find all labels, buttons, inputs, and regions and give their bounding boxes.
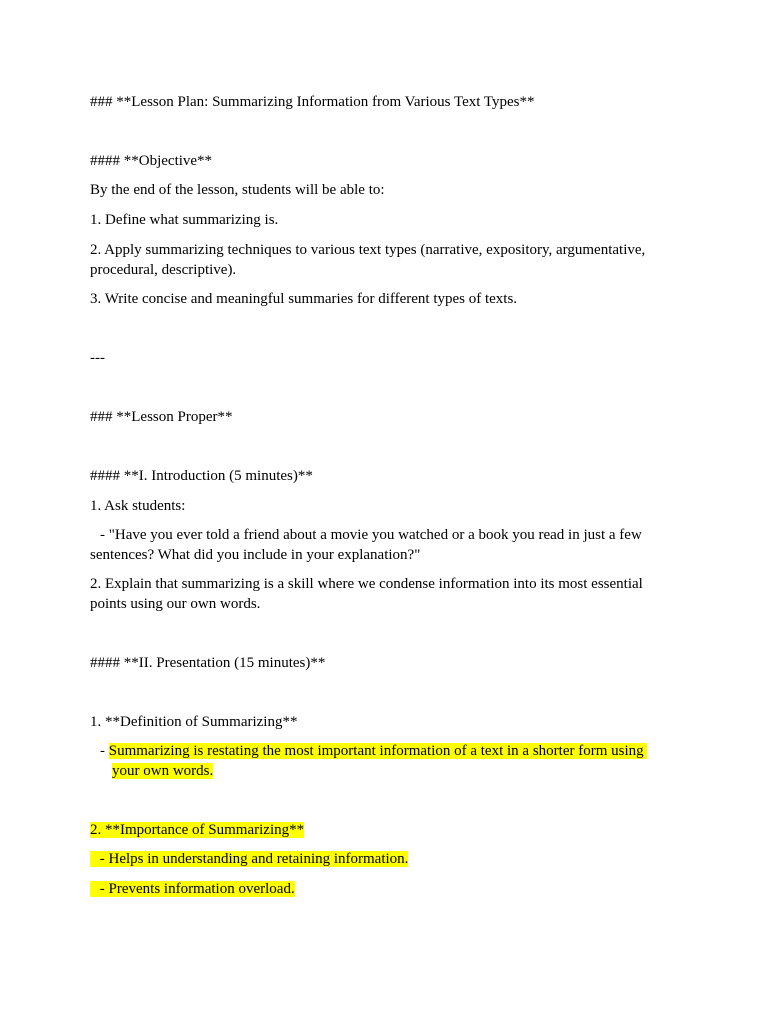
definition-text-highlighted: Summarizing is restating the most important information of a text in a shorter form using your own words. <box>108 743 648 779</box>
objective-item-2: 2. Apply summarizing techniques to various text types (narrative, expository, argumentative, procedural, descriptive). <box>90 242 650 278</box>
objective-heading: #### **Objective** <box>90 153 213 169</box>
importance-item-2-paragraph <box>90 880 665 900</box>
importance-paragraph <box>90 821 665 841</box>
objective-item-3: 3. Write concise and meaningful summaries for different types of texts. <box>90 291 518 307</box>
definition-dash: - <box>100 743 109 759</box>
lesson-title: ### **Lesson Plan: Summarizing Information from Various Text Types** <box>90 94 535 110</box>
definition-paragraph <box>100 742 672 781</box>
objective-intro: By the end of the lesson, students will be able to: <box>90 182 385 198</box>
objective-item-1: 1. Define what summarizing is. <box>90 212 279 228</box>
introduction-step-1: 1. Ask students: <box>90 498 186 514</box>
importance-heading-highlighted: 2. **Importance of Summarizing** <box>90 822 305 838</box>
importance-item-2-highlighted: - Prevents information overload. <box>90 881 295 897</box>
introduction-heading: #### **I. Introduction (5 minutes)** <box>90 468 313 484</box>
lesson-proper-heading: ### **Lesson Proper** <box>90 409 233 425</box>
importance-item-1-paragraph <box>90 850 665 870</box>
separator: --- <box>90 350 105 366</box>
importance-item-1-highlighted: - Helps in understanding and retaining information. <box>90 851 408 867</box>
definition-heading: 1. **Definition of Summarizing** <box>90 714 298 730</box>
introduction-step-2: 2. Explain that summarizing is a skill where we condense information into its most essential points using our own words. <box>90 576 647 612</box>
presentation-heading: #### **II. Presentation (15 minutes)** <box>90 655 326 671</box>
introduction-quote: - "Have you ever told a friend about a movie you watched or a book you read in just a few sentences? What did you include in your explanation?" <box>90 527 646 563</box>
